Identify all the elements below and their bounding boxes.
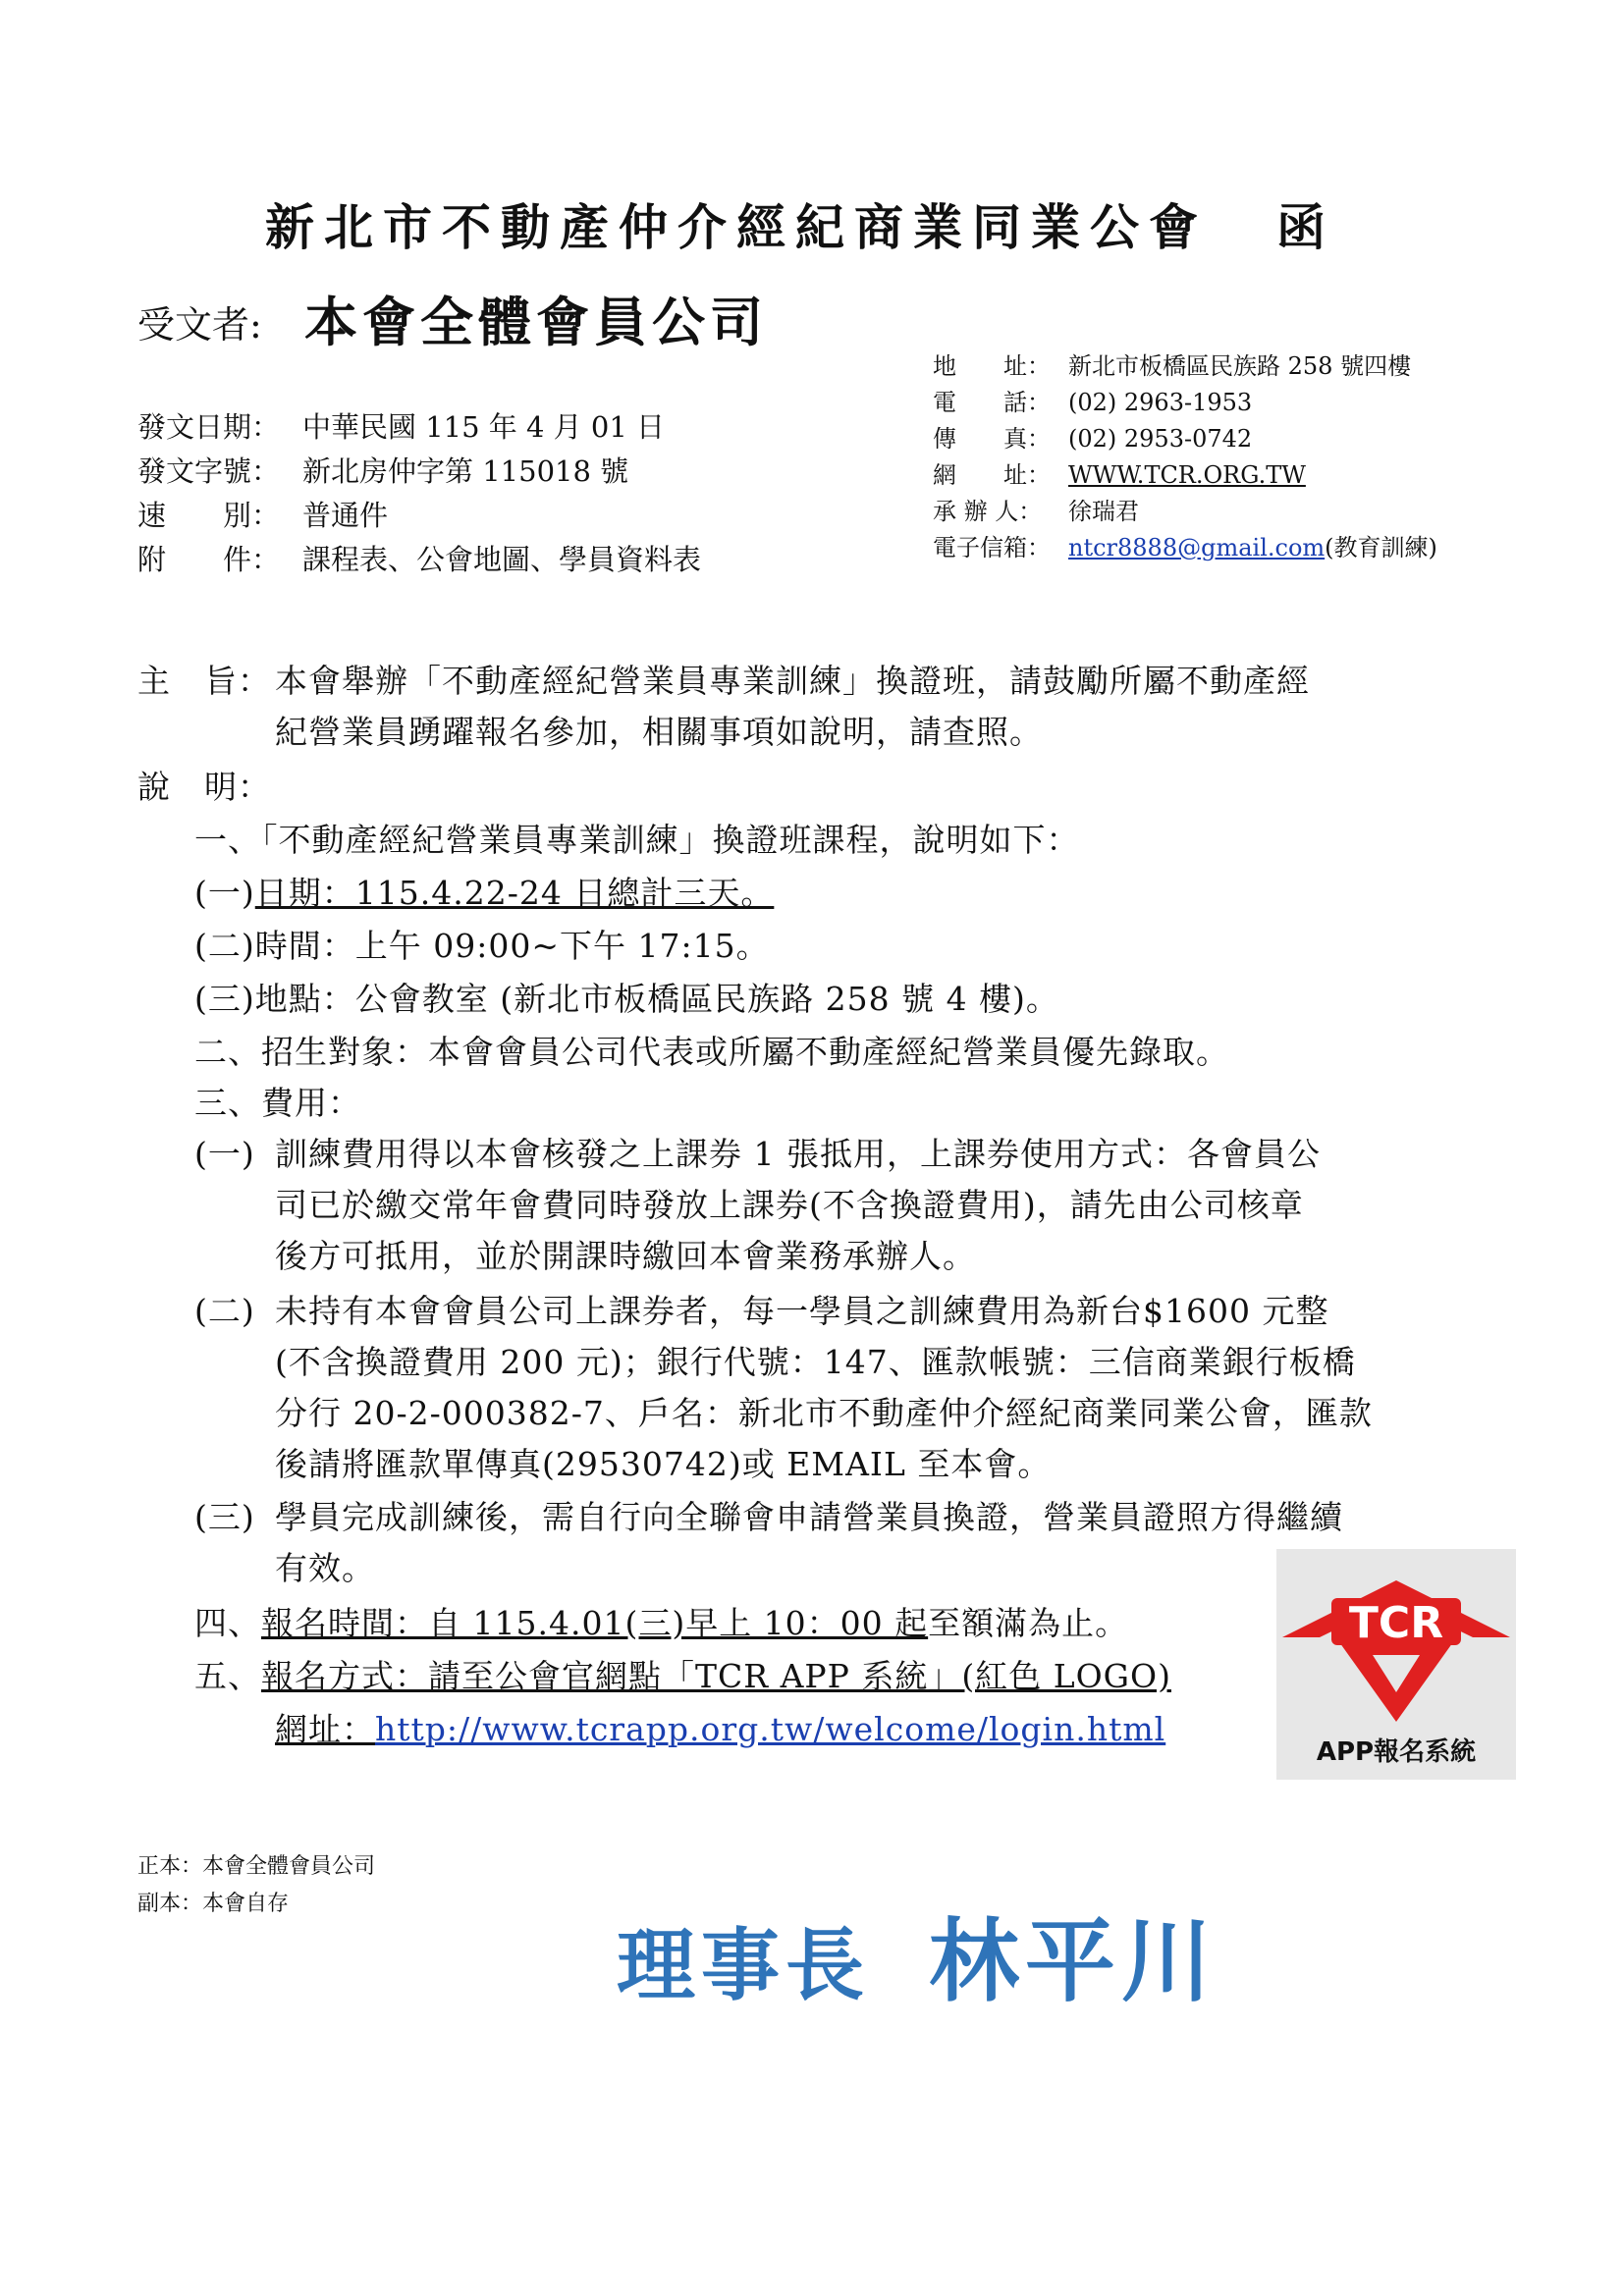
meta-doc-number: 發文字號： 新北房仲字第 115018 號: [137, 454, 629, 488]
fee-2-line: 分行 20-2-000382-7、戶名：新北市不動產仲介經紀商業同業公會，匯款: [275, 1394, 1373, 1432]
subject-line-1: 本會舉辦「不動產經紀營業員專業訓練」換證班，請鼓勵所屬不動產經: [275, 662, 1310, 700]
section-3-title: 三、費用：: [194, 1084, 361, 1122]
registration-url-link[interactable]: http://www.tcrapp.org.tw/welcome/login.html: [375, 1710, 1166, 1748]
contact-address: 地 址： 新北市板橋區民族路 258 號四樓: [933, 352, 1412, 380]
contact-phone: 電 話： (02) 2963-1953: [933, 389, 1253, 416]
signature-name: 林平川: [929, 1909, 1218, 2014]
recipient-value: 本會全體會員公司: [304, 291, 768, 353]
signature-title: 理事長: [617, 1920, 870, 2011]
fee-2-num: (二): [194, 1292, 255, 1330]
contact-block: [933, 348, 1437, 566]
doc-type: 函: [1276, 198, 1335, 256]
meta-priority: 速 別： 普通件: [137, 499, 389, 532]
copy-original: 正本：本會全體會員公司: [137, 1854, 376, 1879]
recipient-label: 受文者:: [137, 303, 262, 347]
copy-self: 副本：本會自存: [137, 1892, 290, 1916]
fee-3-num: (三): [194, 1498, 255, 1536]
section-1-title: 一、「不動產經紀營業員專業訓練」換證班課程，說明如下：: [194, 821, 1080, 859]
section-2-eligibility: 二、招生對象：本會會員公司代表或所屬不動產經紀營業員優先錄取。: [194, 1033, 1229, 1071]
fee-2-line: (不含換證費用 200 元)；銀行代號：147、匯款帳號：三信商業銀行板橋: [275, 1343, 1356, 1381]
fee-3-line: 學員完成訓練後，需自行向全聯會申請營業員換證，營業員證照方得繼續: [275, 1498, 1343, 1536]
logo-caption: APP報名系統: [1316, 1737, 1477, 1767]
logo-brand-text: TCR: [1348, 1598, 1444, 1648]
fee-1-line: 司已於繳交常年會費同時發放上課券(不含換證費用)，請先由公司核章: [275, 1186, 1304, 1224]
contact-email: 電子信箱： ntcr8888@gmail.com(教育訓練): [933, 534, 1437, 561]
section-4-registration-time: 四、報名時間：自 115.4.01(三)早上 10：00 起至額滿為止。: [194, 1604, 1129, 1642]
email-link[interactable]: ntcr8888@gmail.com: [1068, 534, 1326, 561]
section-1-item-location: (三)地點：公會教室 (新北市板橋區民族路 258 號 4 樓)。: [194, 980, 1059, 1018]
section-1-item-date: (一)日期：115.4.22-24 日總計三天。: [194, 874, 775, 912]
contact-fax: 傳 真： (02) 2953-0742: [933, 425, 1253, 453]
signature: [617, 1890, 1218, 2019]
contact-handler: 承 辦 人： 徐瑞君: [933, 498, 1139, 525]
tcr-app-logo[interactable]: [1276, 1549, 1516, 1780]
document-title: [265, 188, 1335, 259]
fee-3-line: 有效。: [275, 1549, 375, 1587]
section-5-registration-method: 五、報名方式：請至公會官網點「TCR APP 系統」(紅色 LOGO): [194, 1657, 1171, 1695]
contact-website: 網 址： WWW.TCR.ORG.TW: [933, 461, 1306, 489]
fee-1-line: 訓練費用得以本會核發之上課券 1 張抵用，上課券使用方式：各會員公: [275, 1135, 1321, 1173]
subject-label: 主 旨：: [137, 662, 271, 700]
registration-url-row: 網址：http://www.tcrapp.org.tw/welcome/login.html: [275, 1710, 1166, 1748]
fee-2-line: 後請將匯款單傳真(29530742)或 EMAIL 至本會。: [275, 1445, 1052, 1483]
explanation-label: 說 明：: [137, 768, 271, 806]
tcr-logo-icon: [1276, 1549, 1516, 1735]
section-1-item-time: (二)時間：上午 09:00~下午 17:15。: [194, 927, 770, 965]
meta-attachments: 附 件： 課程表、公會地圖、學員資料表: [137, 543, 702, 576]
fee-1-line: 後方可抵用，並於開課時繳回本會業務承辦人。: [275, 1237, 976, 1275]
website-link[interactable]: WWW.TCR.ORG.TW: [1068, 461, 1306, 489]
meta-date: 發文日期： 中華民國 115 年 4 月 01 日: [137, 410, 666, 444]
subject-line-2: 紀營業員踴躍報名參加，相關事項如說明，請查照。: [275, 713, 1043, 751]
fee-1-num: (一): [194, 1135, 255, 1173]
fee-2-line: 未持有本會會員公司上課券者，每一學員之訓練費用為新台$1600 元整: [275, 1292, 1329, 1330]
org-name: 新北市不動產仲介經紀商業同業公會: [265, 198, 1208, 256]
